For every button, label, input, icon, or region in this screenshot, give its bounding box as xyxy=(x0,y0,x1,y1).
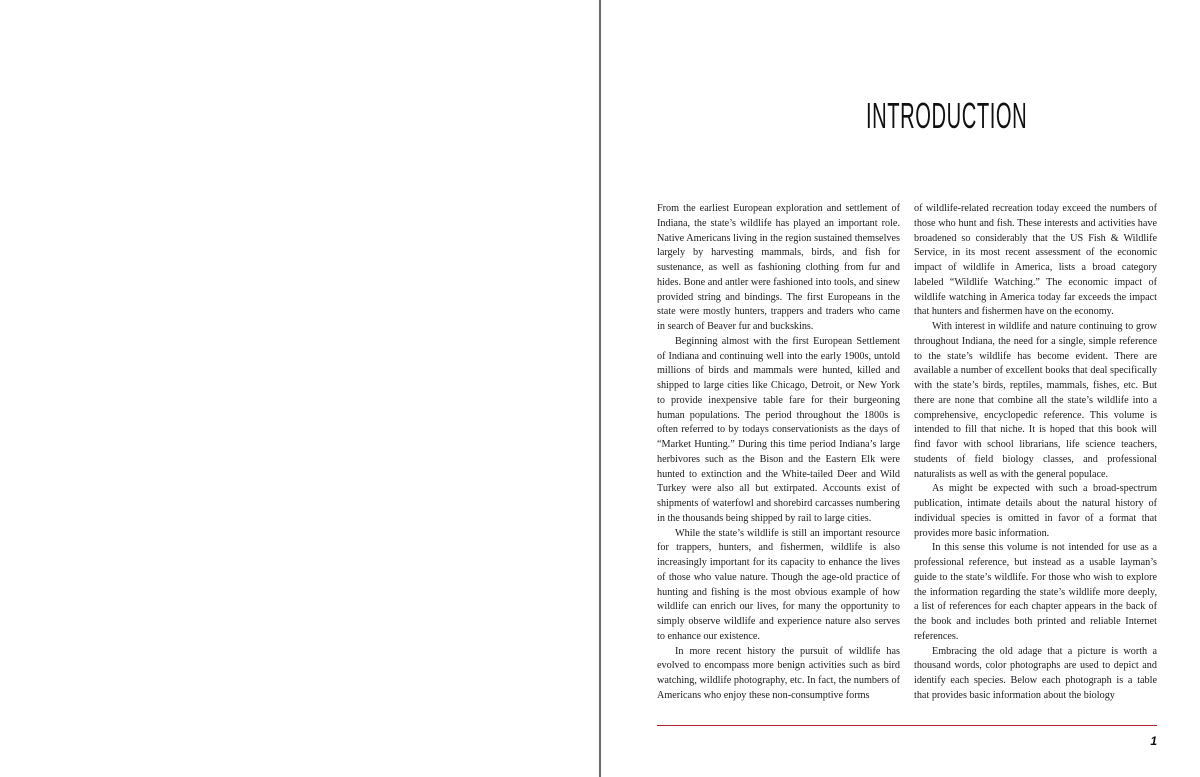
page-number: 1 xyxy=(1150,734,1157,748)
paragraph: In more recent history the pursuit of wildlife has evolved to encompass more benign activities such as bird watching, wildlife photography, etc. In fact, the numbers of Americans who enjoy these non-consumptive forms xyxy=(657,645,900,701)
text-column-left xyxy=(657,202,900,718)
chapter-title: INTRODUCTION xyxy=(866,95,1028,136)
paragraph: In this sense this volume is not intended for use as a professional reference, but instead as a usable layman’s guide to the state’s wildlife. For those who wish to explore the information regarding the state’s wildlife more deeply, a list of references for each chapter appears in the back of the book and includes both printed and reliable Internet references. xyxy=(914,542,1157,642)
paragraph: With interest in wildlife and nature continuing to grow throughout Indiana, the need for a single, simple reference to the state’s wildlife has become evident. There are available a number of excellent books that deal specifically with the state’s birds, reptiles, mammals, fishes, etc. But there are none that combine all the state’s wildlife into a comprehensive, encyclopedic reference. This volume is intended to fill that niche. It is hoped that this book will find favor with school librarians, life science teachers, students of field biology classes, and professional naturalists as well as with the general populace. xyxy=(914,321,1157,480)
paragraph: From the earliest European exploration and settlement of Indiana, the state’s wildlife has played an important role. Native Americans living in the region sustained themselves largely by harvesting mammals, birds, and fish for sustenance, as well as fashioning clothing from fur and hides. Bone and antler were fashioned into tools, and sinew provided string and bindings. The first Europeans in the state were mostly hunters, trappers and traders who came in search of Beaver fur and buckskins. xyxy=(657,203,900,332)
right-page xyxy=(601,0,1200,777)
paragraph: While the state’s wildlife is still an important resource for trappers, hunters, and fishermen, wildlife is also increasingly important for its capacity to enhance the lives of those who value nature. Though the age-old practice of hunting and fishing is the most obvious example of how wildlife can enrich our lives, for many the opportunity to simply observe wildlife and experience nature also serves to enhance our existence. xyxy=(657,527,900,642)
paragraph: Beginning almost with the first European Settlement of Indiana and continuing well into the early 1900s, untold millions of birds and mammals were hunted, killed and shipped to large cities like Chicago, Detroit, or New York to provide inexpensive table fare for their burgeoning human populations. The period throughout the 1800s is often referred to by todays conservationists as the days of “Market Hunting.” During this time period Indiana’s large herbivores such as the Bison and the Eastern Elk were hunted to extinction and the White-tailed Deer and Wild Turkey were also all but extirpated. Accounts exist of shipments of waterfowl and shorebird carcasses numbering in the thousands being shipped by rail to large cities. xyxy=(657,335,900,524)
paragraph: Embracing the old adage that a picture is worth a thousand words, color photographs are used to depict and identify each species. Below each photograph is a table that provides basic information about the biology xyxy=(914,645,1157,701)
footer-rule xyxy=(657,725,1157,726)
body-text xyxy=(657,202,1157,718)
paragraph: of wildlife-related recreation today exceed the numbers of those who hunt and fish. These interests and activities have broadened so considerably that the US Fish & Wildlife Service, in its most recent assessment of the economic impact of wildlife in America, lists a broad category labeled “Wildlife Watching.” The economic impact of wildlife watching in America today far exceeds the impact that hunters and fishermen have on the economy. xyxy=(914,203,1157,318)
paragraph: As might be expected with such a broad-spectrum publication, intimate details about the natural history of individual species is omitted in favor of a format that provides more basic information. xyxy=(914,483,1157,539)
text-column-right xyxy=(914,202,1157,718)
